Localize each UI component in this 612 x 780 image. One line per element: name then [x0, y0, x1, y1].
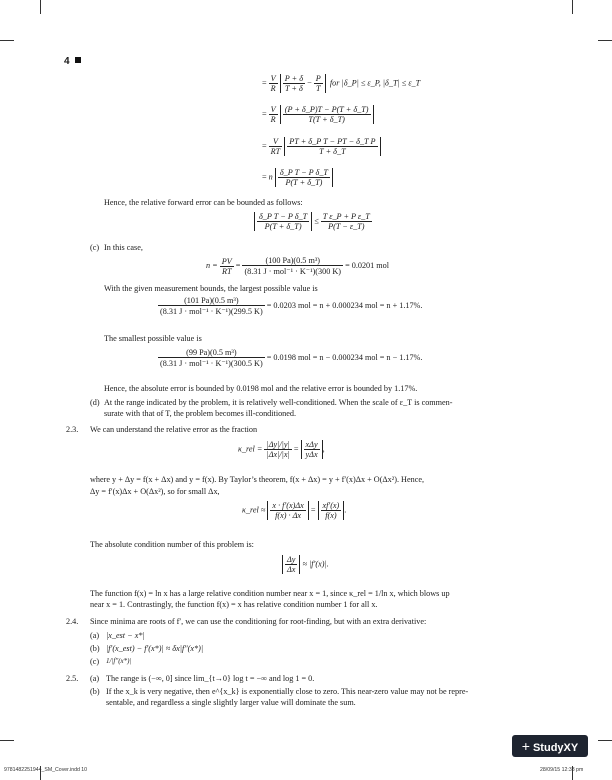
paragraph: At the range indicated by the problem, it is relatively well-conditioned. When the scale of ε_T is commen- [104, 398, 453, 407]
list-item: |x_est − x*| [106, 631, 145, 640]
problem-label: 2.3. [66, 425, 79, 434]
error-bound-equation: $\frac{\text{δ\_P T − P δ\_T}}{P(T + \delta\_T)}$ ≤ $\frac{\text{T ε\_P + P ε\_T}}{P(T - \varepsilon\_T)}$ [254, 212, 372, 231]
crop-mark [0, 740, 14, 741]
list-item: If the x_k is very negative, then e^{x_k} is exponentially close to zero. This near-zero value may not be repre- [106, 687, 469, 696]
paragraph: Since minima are roots of f′, we can use the conditioning for root-finding, but with an extra derivative: [90, 617, 427, 626]
paragraph: The smallest possible value is [104, 334, 202, 343]
page-number: 4 [64, 56, 81, 67]
brand-logo: + StudyXY [512, 735, 588, 757]
crop-mark [598, 740, 612, 741]
min-equation: $\frac{\text{(99 Pa)(0.5 m³)}}{\text{(8.31 J · mol⁻¹ · K⁻¹)(300.5 K)}}$ = 0.0198 mol = n − 0.000234 mol = n − 1.17%. [160, 348, 423, 368]
equation-line-1: = $\frac{V}{R}$ $\frac{P + \delta}{T + \delta}$ − $\frac{P}{T}$ for |δ_P| ≤ ε_P, |δ_T| ≤ ε_T [262, 74, 421, 93]
n-equation: n = $\frac{PV}{RT}$ = $\frac{\text{(100 Pa)(0.5 m³)}}{\text{(8.31 J · mol⁻¹ · K⁻¹)(300 K)}}$ = 0.0201 mol [206, 256, 390, 276]
item-label: (d) [90, 398, 100, 407]
paragraph: Δy = f′(x)Δx + O(Δx²), so for small Δx, [90, 487, 220, 496]
paragraph: The absolute condition number of this problem is: [90, 540, 254, 549]
item-label: (c) [90, 657, 100, 666]
crop-mark [0, 40, 14, 41]
paragraph: Hence, the relative forward error can be bounded as follows: [104, 198, 303, 207]
item-label: (a) [90, 631, 100, 640]
paragraph: surate with that of T, the problem becomes ill-conditioned. [104, 409, 297, 418]
paragraph: With the given measurement bounds, the largest possible value is [104, 284, 318, 293]
plus-icon: + [521, 738, 530, 754]
list-item: sentable, and regardless a single slightly larger value will dominate the sum. [106, 698, 356, 707]
paragraph: near x = 1. Contrastingly, the function f(x) = x has relative condition number 1 for all x. [90, 600, 378, 609]
paragraph: We can understand the relative error as the fraction [90, 425, 258, 434]
footer-file: 9781482251944_SM_Cover.indd 10 [4, 767, 88, 773]
max-equation: $\frac{\text{(101 Pa)(0.5 m³)}}{\text{(8.31 J · mol⁻¹ · K⁻¹)(299.5 K)}}$ = 0.0203 mol = n + 0.000234 mol = n + 1.17%. [160, 296, 423, 316]
item-label: (a) [90, 674, 100, 683]
paragraph: The function f(x) = ln x has a large relative condition number near x = 1, since κ_rel = 1/ln x, which blows up [90, 589, 450, 598]
paragraph: In this case, [104, 243, 143, 252]
problem-label: 2.4. [66, 617, 79, 626]
kappa-approx-equation: κ_rel ≈ $\frac{x \cdot f'(x)\Delta x}{f(x) \cdot \Delta x}$ = $\frac{xf'(x)}{f(x)}$ . [242, 501, 347, 520]
paragraph: Hence, the absolute error is bounded by 0.0198 mol and the relative error is bounded by 1.17%. [104, 384, 418, 393]
equation-line-4: = n $\frac{\text{δ\_P T − P δ\_T}}{P(T + \delta\_T)}$ [262, 168, 333, 187]
list-item: 1/|f″(x*)| [106, 657, 132, 665]
list-item: |f′(x_est) − f′(x*)| ≈ δx|f″(x*)| [106, 644, 204, 653]
crop-mark [40, 0, 41, 14]
list-item: The range is (−∞, 0] since lim_{t→0} log t = −∞ and log 1 = 0. [106, 674, 315, 683]
equation-line-2: = $\frac{V}{R}$ $\frac{(P + \delta\_P)T - P(T + \delta\_T)}{T(T + \delta\_T)}$ [262, 105, 374, 124]
equation-line-3: = $\frac{V}{RT}$ $\frac{\text{PT + δ\_P T − PT − δ\_T P}}{T + \delta\_T}$ [262, 137, 381, 156]
crop-mark [598, 40, 612, 41]
abs-condition-equation: $\frac{\Delta y}{\Delta x}$ ≈ |f′(x)|. [282, 555, 329, 574]
item-label: (b) [90, 644, 100, 653]
crop-mark [572, 0, 573, 14]
paragraph: where y + Δy = f(x + Δx) and y = f(x). By Taylor’s theorem, f(x + Δx) = y + f′(x)Δx + O(Δx²). Hence, [90, 475, 425, 484]
item-label: (c) [90, 243, 100, 252]
kappa-equation: κ_rel = $\frac{|\Delta y|/|y|}{|\Delta x|/|x|}$ = $\frac{\text{xΔy}}{\text{yΔx}}$ , [238, 440, 325, 459]
problem-label: 2.5. [66, 674, 79, 683]
footer-date: 28/09/15 12:38 pm [540, 767, 584, 773]
item-label: (b) [90, 687, 100, 696]
